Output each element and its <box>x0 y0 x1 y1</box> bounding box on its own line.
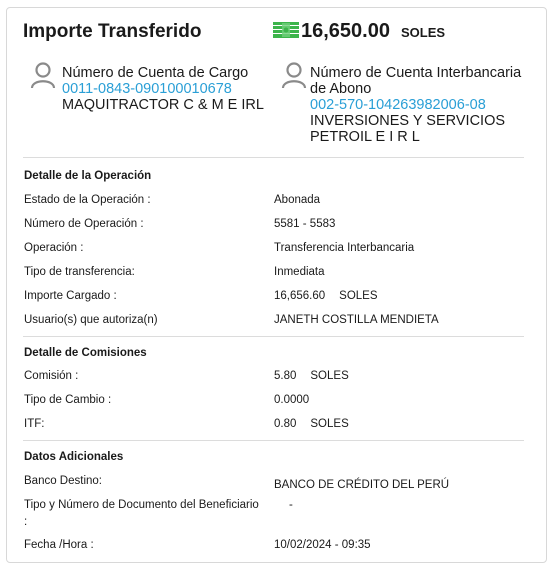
section-title-commissions: Detalle de Comisiones <box>24 347 147 359</box>
commission-amount: 5.80 <box>274 370 297 382</box>
charged-currency: SOLES <box>339 290 378 302</box>
origin-account-holder: MAQUITRACTOR C & M E IRL <box>62 97 264 113</box>
row-value: 10/02/2024 - 09:35 <box>274 539 371 551</box>
transfer-amount <box>273 20 445 43</box>
destination-account-label: Número de Cuenta Interbancaria <box>310 65 522 81</box>
row-value: BANCO DE CRÉDITO DEL PERÚ <box>274 479 450 491</box>
row-label: Tipo y Número de Documento del Beneficiario <box>24 499 259 511</box>
row-label: Comisión : <box>24 370 79 382</box>
row-label: Número de Operación : <box>24 218 144 230</box>
destination-account-holder: INVERSIONES Y SERVICIOS <box>310 113 506 129</box>
row-label: ITF: <box>24 418 45 430</box>
row-label: Operación : <box>24 242 84 254</box>
divider <box>23 440 524 441</box>
destination-account-block <box>310 65 521 145</box>
origin-account-label: Número de Cuenta de Cargo <box>62 65 249 81</box>
row-label: Usuario(s) que autoriza(n) <box>24 314 158 326</box>
money-bills-icon <box>273 22 299 39</box>
amount-currency: SOLES <box>400 25 446 40</box>
row-value: 5581 - 5583 <box>274 218 336 230</box>
row-value <box>274 370 349 382</box>
row-value: - <box>289 499 293 511</box>
row-value: Inmediata <box>274 266 325 278</box>
destination-account-label-cont: de Abono <box>310 81 372 97</box>
row-label-cont: : <box>24 516 28 528</box>
commission-currency: SOLES <box>310 370 349 382</box>
row-label: Estado de la Operación : <box>24 194 151 206</box>
row-label: Tipo de transferencia: <box>24 266 135 278</box>
destination-account-holder-cont: PETROIL E I R L <box>310 129 420 145</box>
amount-value: 16,650.00 <box>301 20 390 42</box>
row-label: Importe Cargado : <box>24 290 117 302</box>
origin-account-block <box>62 65 264 113</box>
row-value: Abonada <box>274 194 321 206</box>
section-title-additional: Datos Adicionales <box>24 451 124 463</box>
charged-amount: 16,656.60 <box>274 290 326 302</box>
section-title-operation: Detalle de la Operación <box>24 170 152 182</box>
row-value <box>274 418 349 430</box>
user-icon <box>281 61 307 89</box>
row-label: Banco Destino: <box>24 475 102 487</box>
row-value <box>274 290 378 302</box>
row-value: 0.0000 <box>274 394 310 406</box>
divider <box>23 157 524 158</box>
destination-account-number: 002-570-104263982006-08 <box>310 97 486 113</box>
divider <box>23 336 524 337</box>
row-label: Tipo de Cambio : <box>24 394 112 406</box>
user-icon <box>30 61 56 89</box>
row-label: Fecha /Hora : <box>24 539 94 551</box>
page-title: Importe Transferido <box>23 21 202 42</box>
itf-amount: 0.80 <box>274 418 297 430</box>
row-value: JANETH COSTILLA MENDIETA <box>274 314 439 326</box>
itf-currency: SOLES <box>310 418 349 430</box>
origin-account-number: 0011-0843-090100010678 <box>62 81 232 97</box>
row-value: Transferencia Interbancaria <box>274 242 415 254</box>
